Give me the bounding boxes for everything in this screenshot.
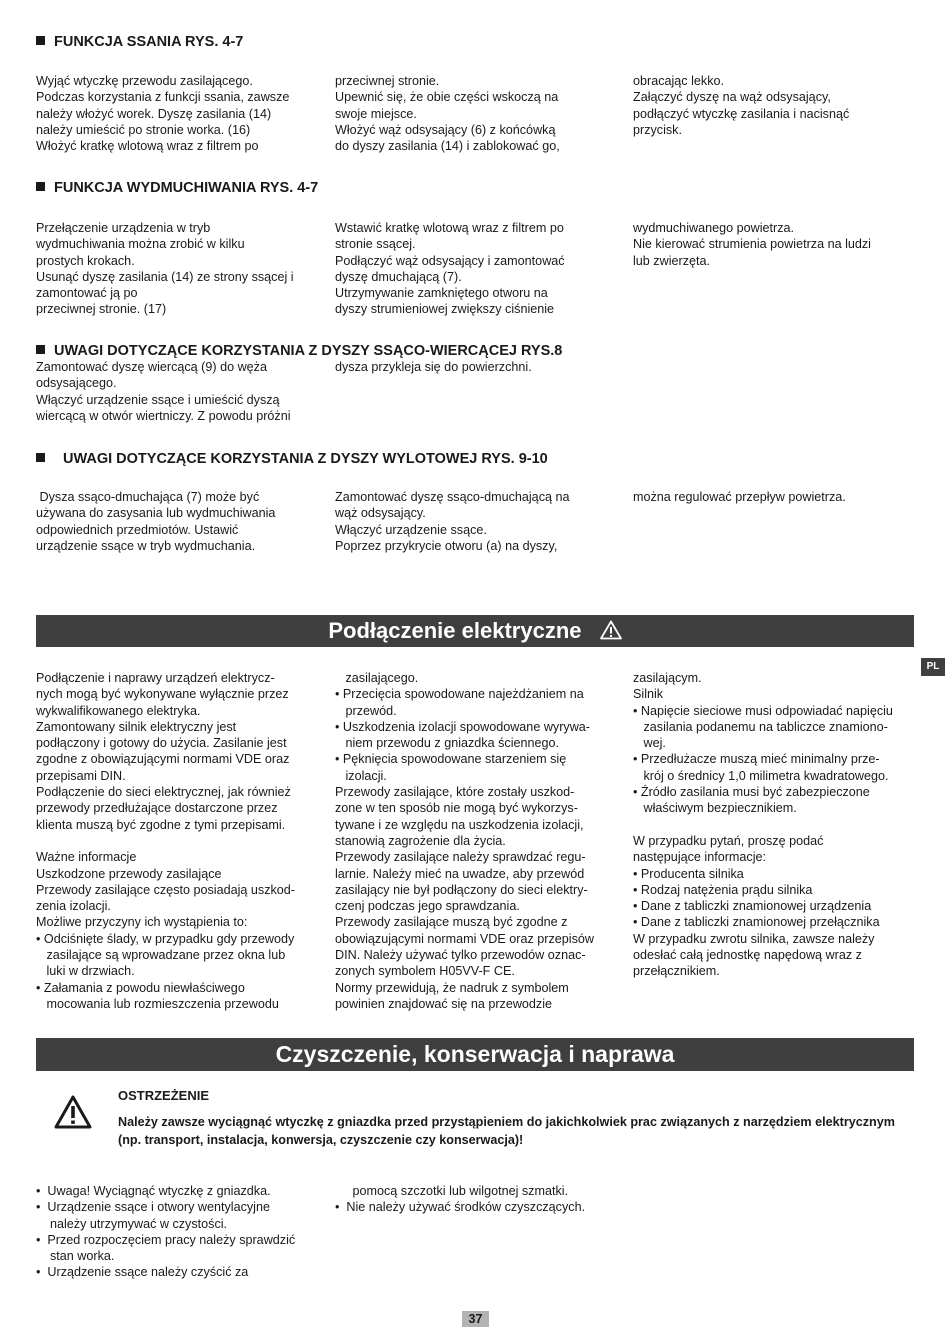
outlet-col-1: Dysza ssąco-dmuchająca (7) może być używana do zasysania lub wydmuchiwania odpowiednich przedmiotów. Ustawić urządzenie ssące w tryb wydmuchania. [36, 490, 276, 553]
cleaning-list-col-1: • Uwaga! Wyciągnąć wtyczkę z gniazdka. • Urządzenie ssące i otwory wentylacyjne należy utrzymywać w czystości. • Przed rozpoczęciem pracy należy sprawdzić stan worka. • Urządzenie ssące należy czyścić za [36, 1184, 296, 1280]
electrical-col-2: zasilającego. • Przecięcia spowodowane najeżdżaniem na przewód. • Uszkodzenia izolacji spowodowane wyrywa- niem przewodu z gniazdka ściennego. • Pęknięcia spowodowane starzeniem się izolacji. Przewody zasilające, które zostały uszkod- zone w ten sposób nie mogą być wykorzys- tywane i ze względu na uszkodzenia izolacji, stanowią zagrożenie dla życia. Przewody zasilające należy sprawdzać regu- larnie. Należy mieć na uwadze, aby przewód zasilający nie był podłączony do sieci elektry- czenj podczas jego sprawdzania. Przewody zasilające muszą być zgodne z obowiązującymi normami VDE oraz przepisów DIN. Należy używać tylko przewodów oznac- zonych symbolem H05VV-F CE. Normy przewidują, że nadruk z symbolem powinien znajdować się na przewodzie [335, 671, 594, 1011]
blowing-col-3: wydmuchiwanego powietrza. Nie kierować strumienia powietrza na ludzi lub zwierzęta. [633, 221, 871, 268]
bullet-square-icon [36, 345, 45, 354]
outlet-col-3: można regulować przepływ powietrza. [633, 490, 846, 504]
heading-text: UWAGI DOTYCZĄCE KORZYSTANIA Z DYSZY SSĄCO-WIERCĄCEJ RYS.8 [54, 343, 563, 359]
section-heading-drill-nozzle [36, 342, 562, 360]
cleaning-title: Czyszczenie, konserwacja i naprawa [275, 1041, 675, 1067]
section-heading-blowing [36, 179, 318, 197]
drill-col-2: dysza przykleja się do powierzchni. [335, 360, 532, 374]
suction-col-2: przeciwnej stronie. Upewnić się, że obie części wskoczą na swoje miejsce. Włożyć wąż odsysający (6) z końcówką do dyszy zasilania (14) i zablokować go, [335, 74, 560, 154]
bullet-square-icon [36, 182, 45, 191]
suction-col-1: Wyjąć wtyczkę przewodu zasilającego. Podczas korzystania z funkcji ssania, zawsze należy włożyć worek. Dyszę zasilania (14) należy umieścić po stronie worka. (16) Włożyć kratkę wlotową wraz z filtrem po [36, 74, 290, 154]
bullet-square-icon [36, 36, 45, 45]
warning-text: Należy zawsze wyciągnąć wtyczkę z gniazdka przed przystąpieniem do jakichkolwiek prac związanych z narzędziem elektrycznym (np. transport, instalacja, konwersja, czyszczenie czy konserwacja)! [118, 1115, 895, 1147]
cleaning-list-col-2: pomocą szczotki lub wilgotnej szmatki. • Nie należy używać środków czyszczących. [335, 1184, 586, 1215]
cleaning-title-bar [36, 1038, 914, 1071]
outlet-col-2: Zamontować dyszę ssąco-dmuchającą na wąż odsysający. Włączyć urządzenie ssące. Poprzez przykrycie otworu (a) na dyszy, [335, 490, 570, 553]
page-number: 37 [462, 1311, 489, 1327]
section-heading-outlet-nozzle [36, 450, 548, 468]
bullet-square-icon [36, 453, 45, 462]
warning-triangle-icon [600, 617, 622, 649]
section-heading-suction [36, 33, 243, 51]
language-tab: PL [921, 658, 945, 676]
blowing-col-2: Wstawić kratkę wlotową wraz z filtrem po stronie ssącej. Podłączyć wąż odsysający i zamontować dyszę dmuchającą (7). Utrzymywanie zamkniętego otworu na dyszy strumieniowej zwiększy ciśnienie [335, 221, 565, 317]
electrical-col-1: Podłączenie i naprawy urządzeń elektrycz- nych mogą być wykonywane wyłącznie przez wykwalifikowanego elektryka. Zamontowany silnik elektryczny jest podłączony i gotowy do użycia. Zasilanie jest zgodne z obowiązującymi normami VDE oraz przepisami DIN. Podłączenie do sieci elektrycznej, jak również przewody przedłużające dostarczone przez klienta muszą być zgodne z tymi przepisami. Ważne informacje Uszkodzone przewody zasilające Przewody zasilające często posiadają uszkod- zenia izolacji. Możliwe przyczyny ich wystąpienia to: • Odciśnięte ślady, w przypadku gdy przewody zasilające są wprowadzane przez okna lub luki w drzwiach. • Załamania z powodu niewłaściwego mocowania lub rozmieszczenia przewodu [36, 671, 296, 1011]
electrical-col-3: zasilającym. Silnik • Napięcie sieciowe musi odpowiadać napięciu zasilania podanemu na tabliczce znamiono- wej. • Przedłużacze muszą mieć minimalny prze- krój o średnicy 1,0 milimetra kwadratowego. • Źródło zasilania musi być zabezpieczone właściwym bezpiecznikiem. W przypadku pytań, proszę podać następujące informacje: • Producenta silnika • Rodzaj natężenia prądu silnika • Dane z tabliczki znamionowej urządzenia • Dane z tabliczki znamionowej przełącznika W przypadku zwrotu silnika, zawsze należy odesłać całą jednostkę napędową wraz z przełącznikiem. [633, 671, 893, 979]
heading-text: UWAGI DOTYCZĄCE KORZYSTANIA Z DYSZY WYLOTOWEJ RYS. 9-10 [63, 451, 548, 467]
electrical-title-bar [36, 615, 914, 647]
warning-triangle-icon [54, 1095, 92, 1134]
warning-title: OSTRZEŻENIE [118, 1088, 210, 1103]
electrical-title: Podłączenie elektryczne [328, 618, 582, 643]
heading-text: FUNKCJA SSANIA RYS. 4-7 [54, 34, 244, 50]
blowing-col-1: Przełączenie urządzenia w tryb wydmuchiwania można zrobić w kilku prostych krokach. Usunąć dyszę zasilania (14) ze strony ssącej i zamontować ją po przeciwnej stronie. (17) [36, 221, 294, 317]
suction-col-3: obracając lekko. Załączyć dyszę na wąż odsysający, podłączyć wtyczkę zasilania i nacisnąć przycisk. [633, 74, 850, 137]
heading-text: FUNKCJA WYDMUCHIWANIA RYS. 4-7 [54, 180, 319, 196]
drill-col-1: Zamontować dyszę wiercącą (9) do węża odsysającego. Włączyć urządzenie ssące i umieścić dyszą wiercącą w otwór wiertniczy. Z powodu próżni [36, 360, 291, 423]
